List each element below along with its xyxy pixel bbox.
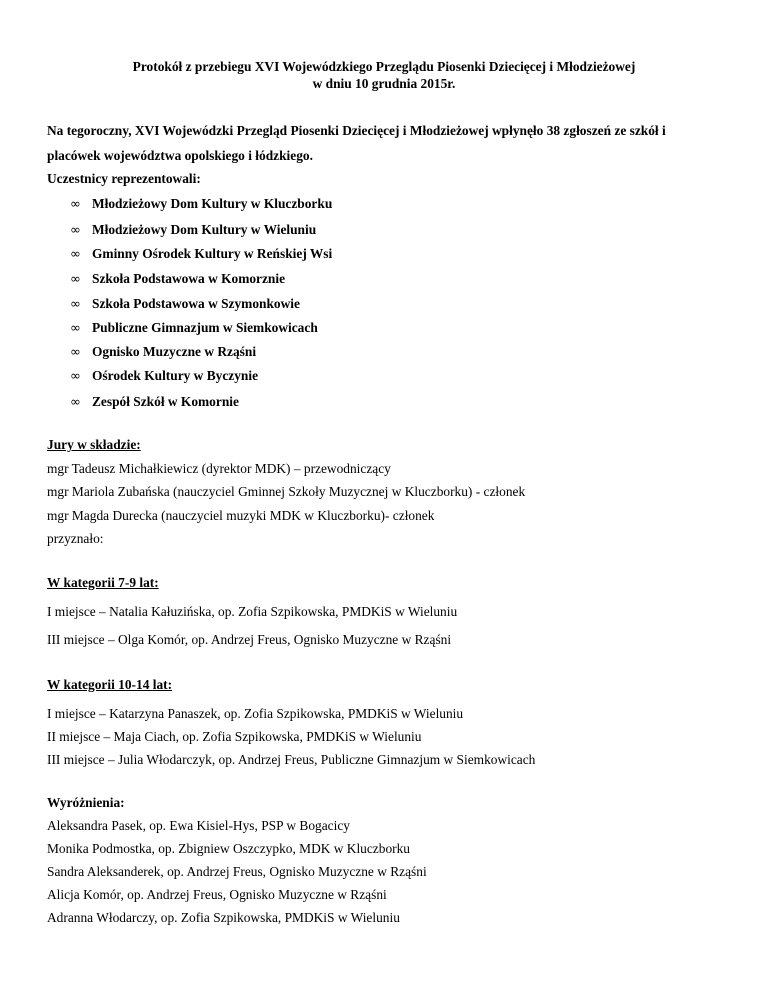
participant-name: Ognisko Muzyczne w Rząśni bbox=[92, 344, 257, 359]
jury-heading: Jury w składzie: bbox=[47, 437, 141, 452]
participant-name: Młodzieżowy Dom Kultury w Wieluniu bbox=[92, 222, 317, 237]
list-item bbox=[70, 271, 285, 288]
participant-name: Młodzieżowy Dom Kultury w Kluczborku bbox=[92, 196, 333, 211]
category-10-14-result: II miejsce – Maja Ciach, op. Zofia Szpikowska, PMDKiS w Wieluniu bbox=[47, 729, 422, 744]
category-10-14-result: III miejsce – Julia Włodarczyk, op. Andrzej Freus, Publiczne Gimnazjum w Siemkowicach bbox=[47, 752, 536, 767]
bullet-icon: ∞ bbox=[70, 321, 81, 336]
category-7-9-heading: W kategorii 7-9 lat: bbox=[47, 575, 159, 590]
honors-heading: Wyróżnienia: bbox=[47, 795, 125, 810]
honor-entry: Sandra Aleksanderek, op. Andrzej Freus, Ognisko Muzyczne w Rząśni bbox=[47, 864, 427, 879]
participant-name: Szkoła Podstawowa w Komorznie bbox=[92, 271, 286, 286]
title-line-2: w dniu 10 grudnia 2015r. bbox=[312, 76, 456, 91]
bullet-icon: ∞ bbox=[70, 272, 81, 287]
bullet-icon: ∞ bbox=[70, 247, 81, 262]
category-10-14-result: I miejsce – Katarzyna Panaszek, op. Zofia Szpikowska, PMDKiS w Wieluniu bbox=[47, 706, 464, 721]
list-item bbox=[70, 222, 316, 239]
honor-entry: Monika Podmostka, op. Zbigniew Oszczypko, MDK w Kluczborku bbox=[47, 841, 410, 856]
list-item bbox=[70, 368, 258, 385]
intro-line-2: placówek województwa opolskiego i łódzkiego. bbox=[47, 148, 313, 163]
participant-name: Publiczne Gimnazjum w Siemkowicach bbox=[92, 320, 318, 335]
list-item bbox=[70, 394, 239, 411]
category-7-9-result: III miejsce – Olga Komór, op. Andrzej Freus, Ognisko Muzyczne w Rząśni bbox=[47, 632, 452, 647]
bullet-icon: ∞ bbox=[70, 369, 81, 384]
title-line-1: Protokół z przebiegu XVI Wojewódzkiego Przeglądu Piosenki Dziecięcej i Młodzieżowej bbox=[132, 59, 636, 74]
list-item bbox=[70, 246, 332, 263]
list-item bbox=[70, 320, 318, 337]
participant-name: Szkoła Podstawowa w Szymonkowie bbox=[92, 296, 300, 311]
bullet-icon: ∞ bbox=[70, 345, 81, 360]
list-item bbox=[70, 344, 256, 361]
honor-entry: Alicja Komór, op. Andrzej Freus, Ognisko Muzyczne w Rząśni bbox=[47, 887, 387, 902]
jury-member: mgr Mariola Zubańska (nauczyciel Gminnej Szkoły Muzycznej w Kluczborku) - członek bbox=[47, 484, 526, 499]
bullet-icon: ∞ bbox=[70, 223, 81, 238]
jury-member: mgr Magda Durecka (nauczyciel muzyki MDK w Kluczborku)- członek bbox=[47, 508, 435, 523]
document-title bbox=[0, 58, 768, 92]
jury-awarded-text: przyznało: bbox=[47, 531, 104, 546]
participant-name: Gminny Ośrodek Kultury w Reńskiej Wsi bbox=[92, 246, 333, 261]
bullet-icon: ∞ bbox=[70, 197, 81, 212]
jury-member: mgr Tadeusz Michałkiewicz (dyrektor MDK) – przewodniczący bbox=[47, 461, 391, 476]
honor-entry: Adranna Włodarczy, op. Zofia Szpikowska, PMDKiS w Wieluniu bbox=[47, 910, 400, 925]
list-item bbox=[70, 196, 332, 213]
intro-line-1: Na tegoroczny, XVI Wojewódzki Przegląd Piosenki Dziecięcej i Młodzieżowej wpłynęło 38 zgłoszeń ze szkół i bbox=[47, 123, 666, 138]
list-item bbox=[70, 296, 300, 313]
participant-name: Ośrodek Kultury w Byczynie bbox=[92, 368, 259, 383]
participants-heading: Uczestnicy reprezentowali: bbox=[47, 171, 201, 186]
category-10-14-heading: W kategorii 10-14 lat: bbox=[47, 677, 173, 692]
category-7-9-result: I miejsce – Natalia Kałuzińska, op. Zofia Szpikowska, PMDKiS w Wieluniu bbox=[47, 604, 458, 619]
participant-name: Zespół Szkół w Komornie bbox=[92, 394, 239, 409]
bullet-icon: ∞ bbox=[70, 297, 81, 312]
honor-entry: Aleksandra Pasek, op. Ewa Kisiel-Hys, PSP w Bogacicy bbox=[47, 818, 350, 833]
bullet-icon: ∞ bbox=[70, 395, 81, 410]
